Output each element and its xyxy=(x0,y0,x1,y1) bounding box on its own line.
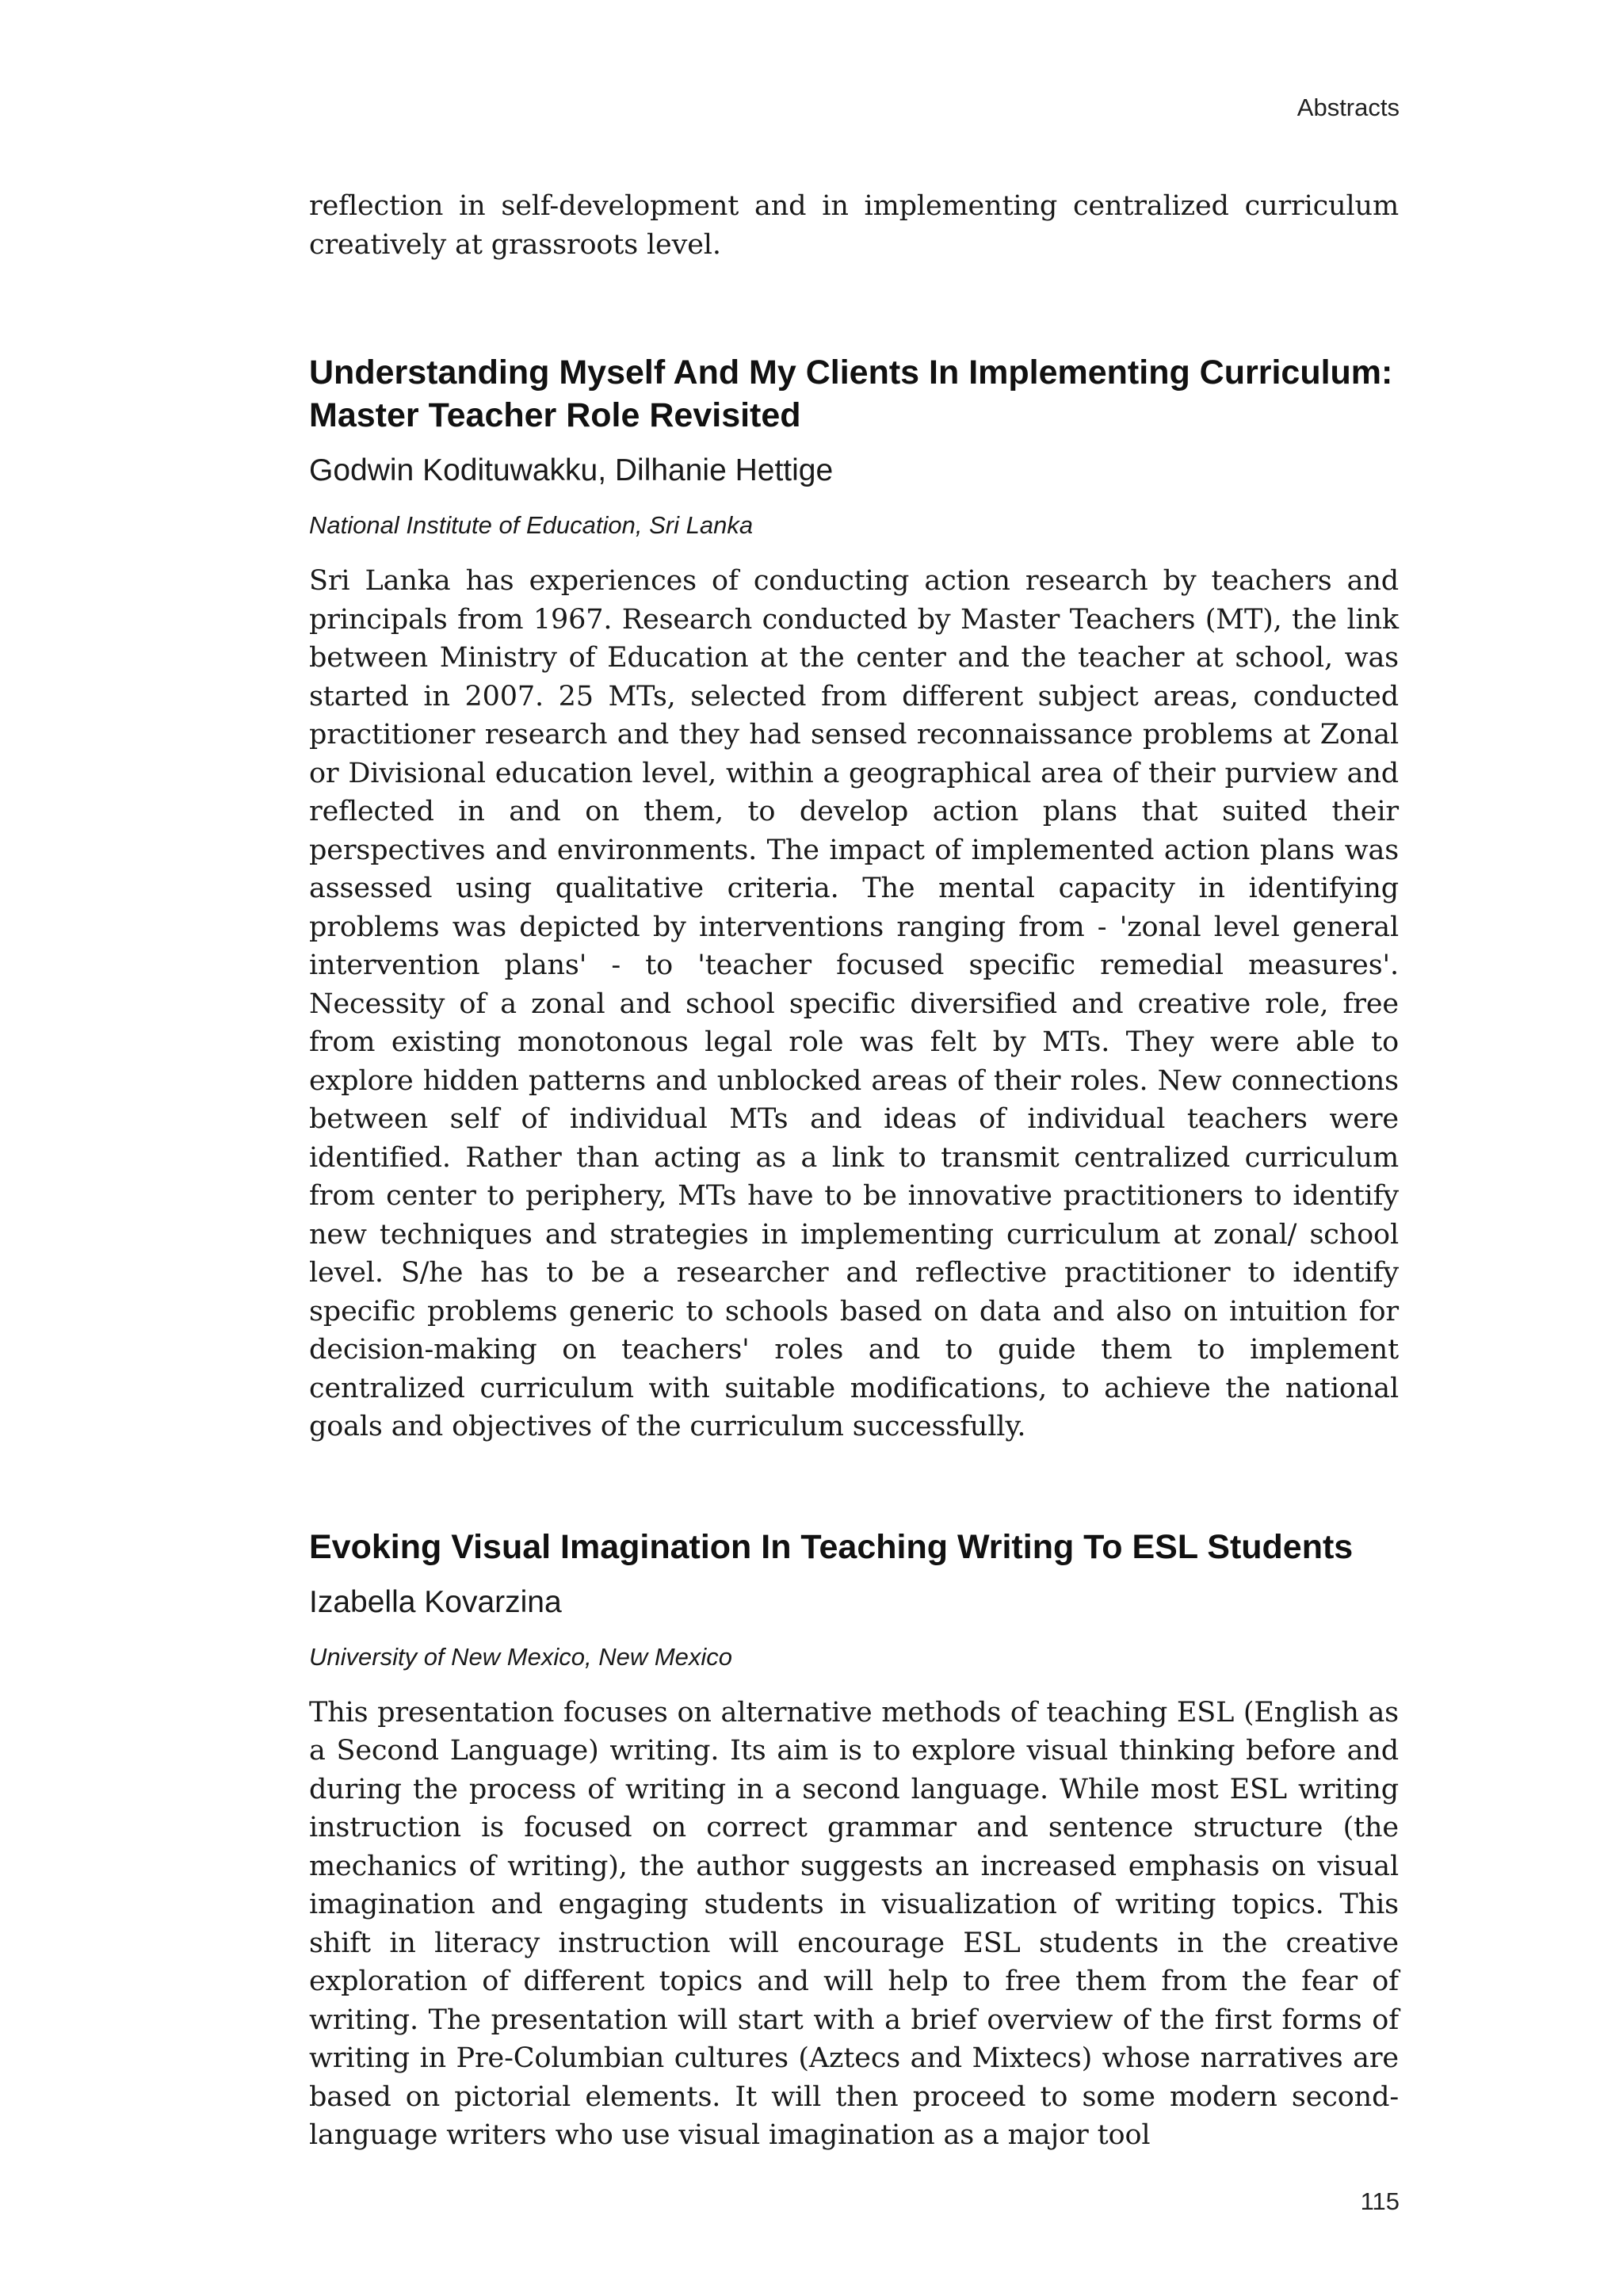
abstract-body: This presentation focuses on alternative methods of teaching ESL (English as a Second Language) writing. Its aim is to explore visual thinking before and during the process of writing in a second language. While most ESL writing instruction is focused on correct grammar and sentence structure (the mechanics of writing), the author suggests an increased emphasis on visual imagination and engaging students in visualization of writing topics. This shift in literacy instruction will encourage ESL students in the creative exploration of different topics and will help to free them from the fear of writing. The presentation will start with a brief overview of the first forms of writing in Pre-Columbian cultures (Aztecs and Mixtecs) whose narratives are based on pictorial elements. It will then proceed to some modern second-language writers who use visual imagination as a major tool xyxy=(309,1696,1399,2151)
abstract-body: Sri Lanka has experiences of conducting action research by teachers and principals from 1967. Research conducted by Master Teachers (MT), the link between Ministry of Education at the center and the teacher at school, was started in 2007. 25 MTs, selected from different subject areas, conducted practitioner research and they had sensed reconnaissance problems at Zonal or Divisional education level, within a geographical area of their purview and reflected in and on them, to develop action plans that suited their perspectives and environments. The impact of implemented action plans was assessed using qualitative criteria. The mental capacity in identifying problems was depicted by interventions ranging from - 'zonal level general intervention plans' - to 'teacher focused specific remedial measures'. Necessity of a zonal and school specific diversified and creative role, free from existing monotonous legal role was felt by MTs. They were able to explore hidden patterns and unblocked areas of their roles. New connections between self of individual MTs and ideas of individual teachers were identified. Rather than acting as a link to transmit centralized curriculum from center to periphery, MTs have to be innovative practitioners to identify new techniques and strategies in implementing curriculum at zonal/ school level. S/he has to be a researcher and reflective practitioner to identify specific problems generic to schools based on data and also on intuition for decision-making on teachers' roles and to guide them to implement centralized curriculum with suitable modifications, to achieve the national goals and objectives of the curriculum successfully. xyxy=(309,565,1399,1442)
abstract-affiliation: National Institute of Education, Sri Lanka xyxy=(309,511,754,539)
abstract-master-teacher xyxy=(309,351,1399,1446)
abstract-visual-imagination xyxy=(309,1526,1399,2155)
continued-paragraph: reflection in self-development and in implementing centralized curriculum creatively at grassroots level. xyxy=(309,190,1399,261)
abstract-title: Understanding Myself And My Clients In Implementing Curriculum: Master Teacher Role Revisited xyxy=(309,353,1393,434)
abstract-affiliation: University of New Mexico, New Mexico xyxy=(309,1642,733,1671)
abstract-title: Evoking Visual Imagination In Teaching Writing To ESL Students xyxy=(309,1527,1354,1566)
running-head: Abstracts xyxy=(1296,94,1400,121)
page-content xyxy=(309,187,1399,2155)
page-number: 115 xyxy=(1360,2187,1400,2215)
abstract-authors: Izabella Kovarzina xyxy=(309,1584,562,1619)
abstract-authors: Godwin Kodituwakku, Dilhanie Hettige xyxy=(309,453,834,487)
